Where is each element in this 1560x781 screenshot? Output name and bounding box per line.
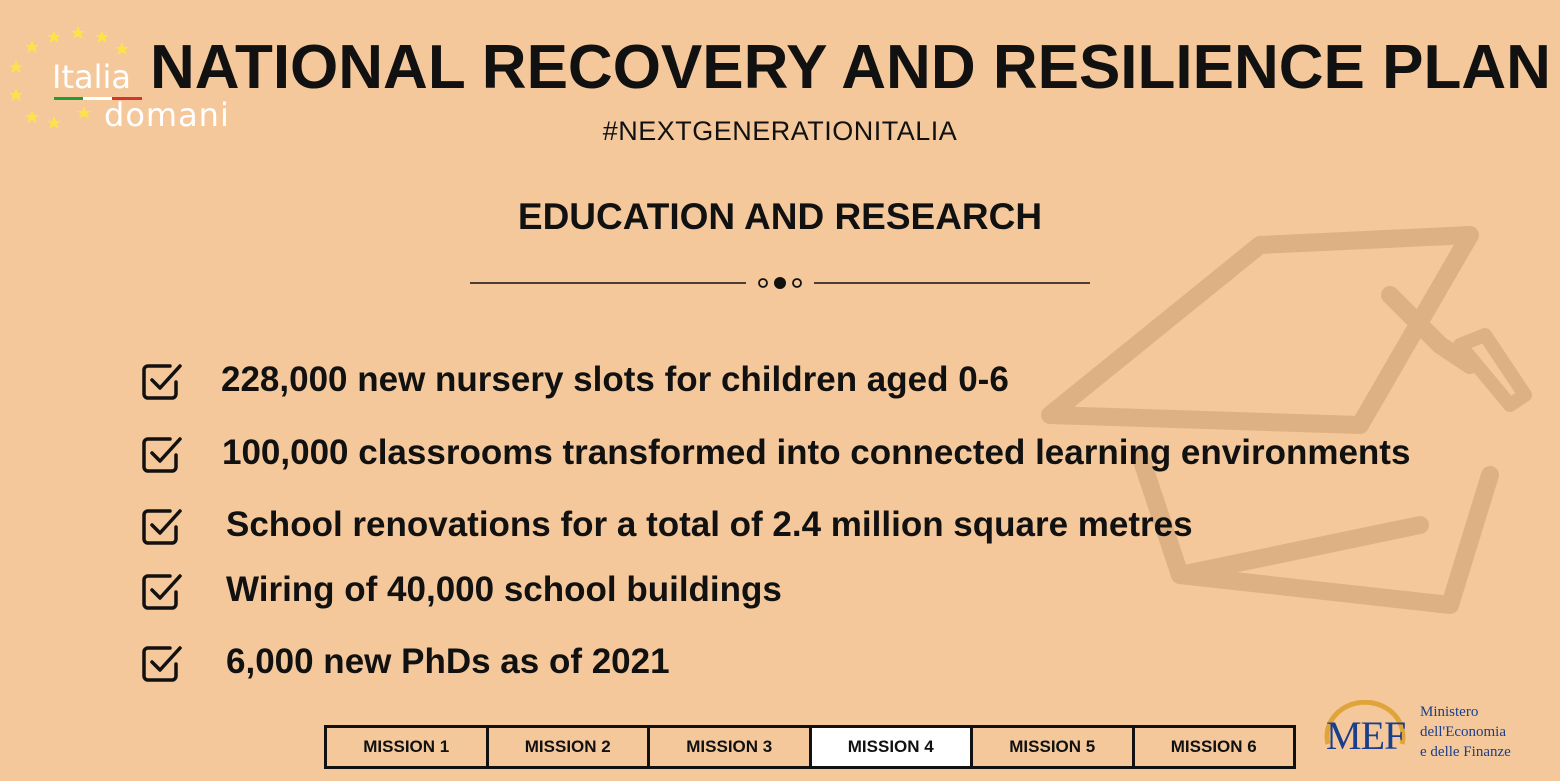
list-item <box>140 565 782 615</box>
list-item <box>140 500 1193 550</box>
mission-tabs <box>324 725 1296 769</box>
hashtag: #NEXTGENERATIONITALIA <box>602 116 958 146</box>
logo-word-domani: domani <box>104 96 230 134</box>
tab-mission-4[interactable]: MISSION 4 <box>809 728 971 766</box>
page-title: NATIONAL RECOVERY AND RESILIENCE PLAN <box>150 33 1551 102</box>
list-item <box>140 637 670 687</box>
checkbox-check-icon <box>140 358 184 402</box>
ministry-name <box>1420 702 1560 762</box>
tab-mission-1[interactable]: MISSION 1 <box>363 737 450 756</box>
mef-acronym: MEF <box>1326 713 1406 758</box>
mef-logo <box>1320 698 1560 778</box>
tab-mission-3[interactable]: MISSION 3 <box>647 728 809 766</box>
list-item <box>140 355 1009 405</box>
logo-word-italia: Italia <box>52 58 131 96</box>
list-item <box>140 428 1410 478</box>
ornamental-divider <box>470 272 1090 294</box>
bullet-text: Wiring of 40,000 school buildings <box>226 570 782 609</box>
bullet-text: 6,000 new PhDs as of 2021 <box>226 642 670 681</box>
checkbox-check-icon <box>140 640 184 684</box>
grad-cap-icon <box>1030 225 1550 625</box>
checkbox-check-icon <box>140 431 184 475</box>
checkbox-check-icon <box>140 503 184 547</box>
ministry-line-3: e delle Finanze <box>1420 744 1511 760</box>
tab-mission-5[interactable]: MISSION 5 <box>970 728 1132 766</box>
checkbox-check-icon <box>140 568 184 612</box>
tab-mission-6[interactable]: MISSION 6 <box>1132 728 1294 766</box>
section-title: EDUCATION AND RESEARCH <box>517 196 1043 237</box>
bullet-text: 228,000 new nursery slots for children aged 0-6 <box>221 360 1009 399</box>
ministry-line-2: dell'Economia <box>1420 724 1507 740</box>
tab-mission-2[interactable]: MISSION 2 <box>486 728 648 766</box>
bullet-text: School renovations for a total of 2.4 million square metres <box>226 505 1193 544</box>
bullet-text: 100,000 classrooms transformed into connected learning environments <box>222 433 1411 472</box>
ministry-line-1: Ministero <box>1420 704 1479 720</box>
